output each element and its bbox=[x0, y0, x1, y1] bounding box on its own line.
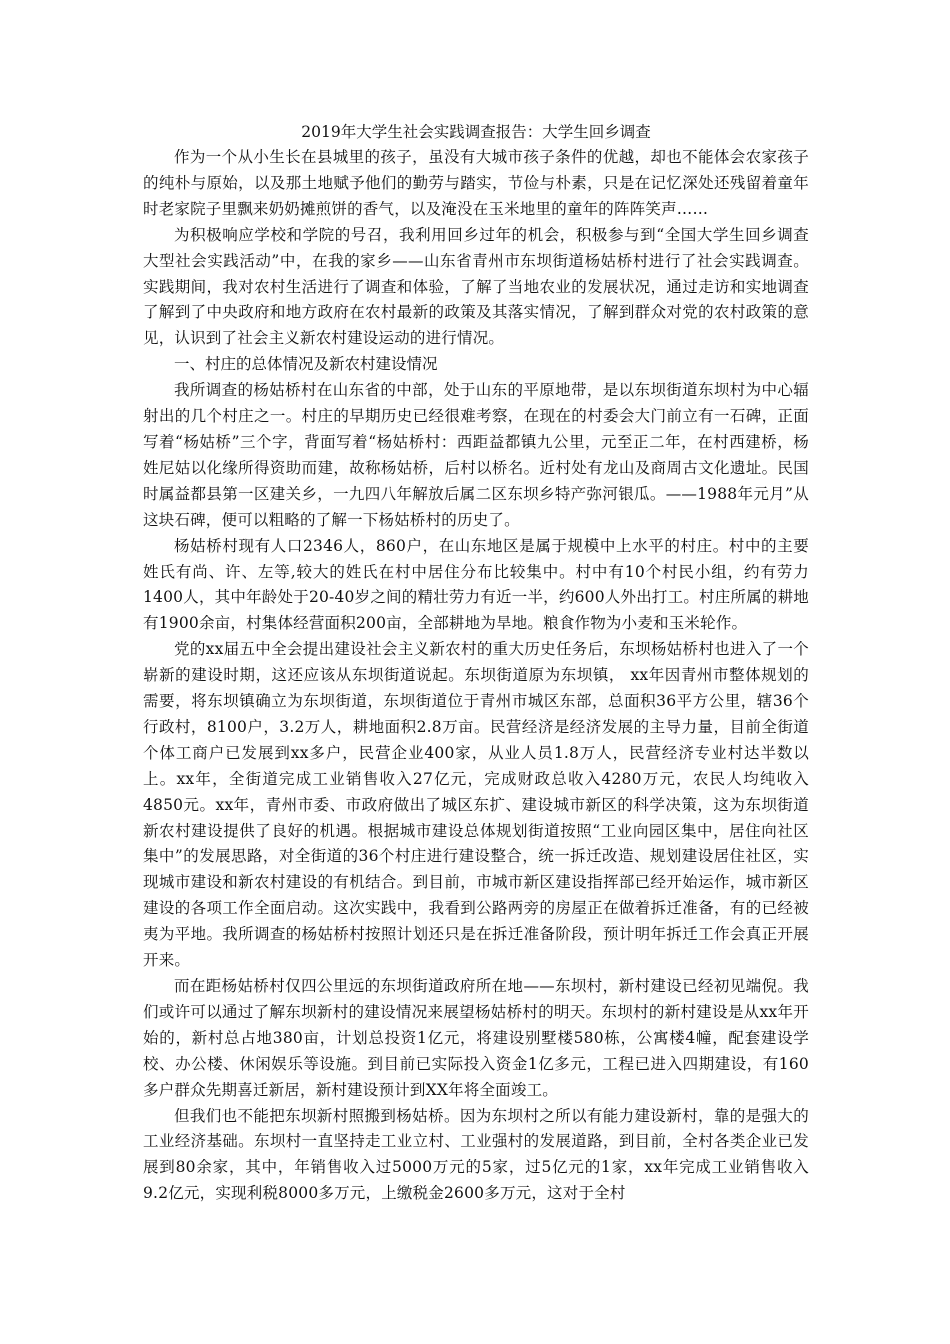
paragraph-intro: 作为一个从小生长在县城里的孩子，虽没有大城市孩子条件的优越，却也不能体会农家孩子的纯朴与原始，以及那土地赋予他们的勤劳与踏实，节俭与朴素，只是在记忆深处还残留着童年时老家院子里飘来奶奶摊煎饼的香气，以及淹没在玉米地里的童年的阵阵笑声…… bbox=[143, 148, 809, 218]
paragraph-village-history: 我所调查的杨姑桥村在山东省的中部，处于山东的平原地带，是以东坝街道东坝村为中心辐射出的几个村庄之一。村庄的早期历史已经很难考察，在现在的村委会大门前立有一石碑，正面写着“杨姑桥”三个字，背面写着“杨姑桥村：西距益都镇九公里，元至正二年，在村西建桥，杨姓尼姑以化缘所得资助而建，故称杨姑桥，后村以桥名。近村处有龙山及商周古文化遗址。民国时属益都县第一区建关乡，一九四八年解放后属二区东坝乡特产弥河银瓜。——1988年元月”从这块石碑，便可以粗略的了解一下杨姑桥村的历史了。 bbox=[143, 381, 809, 529]
paragraph-industry-base: 但我们也不能把东坝新村照搬到杨姑桥。因为东坝村之所以有能力建设新村，靠的是强大的工业经济基础。东坝村一直坚持走工业立村、工业强村的发展道路，到目前，全村各类企业已发展到80余家，其中，年销售收入过5000万元的5家，过5亿元的1家，xx年完成工业销售收入9.2亿元，实现利税8000多万元，上缴税金2600多万元，这对于全村 bbox=[143, 1106, 809, 1203]
document-page bbox=[143, 120, 809, 1207]
document-title: 2019年大学生社会实践调查报告：大学生回乡调查 bbox=[301, 123, 651, 141]
paragraph-new-countryside: 党的xx届五中全会提出建设社会主义新农村的重大历史任务后，东坝杨姑桥村也进入了一个崭新的建设时期，这还应该从东坝街道说起。东坝街道原为东坝镇， xx年因青州市整体规划的需要，将东坝镇确立为东坝街道，东坝街道位于青州市城区东部，总面积36平方公里，辖36个行政村，8100户，3.2万人，耕地面积2.8万亩。民营经济是经济发展的主导力量，目前全街道个体工商户已发展到xx多户，民营企业400家，从业人员1.8万人，民营经济专业村达半数以上。xx年，全街道完成工业销售收入27亿元，完成财政总收入4280万元，农民人均纯收入4850元。xx年，青州市委、市政府做出了城区东扩、建设城市新区的科学决策，这为东坝街道新农村建设提供了良好的机遇。根据城市建设总体规划街道按照“工业向园区集中，居住向社区集中”的发展思路，对全街道的36个村庄进行建设整合，统一拆迁改造、规划建设居住社区，实现城市建设和新农村建设的有机结合。到目前，市城市新区建设指挥部已经开始运作，城市新区建设的各项工作全面启动。这次实践中，我看到公路两旁的房屋正在做着拆迁准备，有的已经被夷为平地。我所调查的杨姑桥村按照计划还只是在拆迁准备阶段，预计明年拆迁工作会真正开展开来。 bbox=[143, 640, 809, 970]
paragraph-purpose: 为积极响应学校和学院的号召，我利用回乡过年的机会，积极参与到“全国大学生回乡调查大型社会实践活动”中，在我的家乡——山东省青州市东坝街道杨姑桥村进行了社会实践调查。实践期间，我对农村生活进行了调查和体验，了解了当地农业的发展状况，通过走访和实地调查了解到了中央政府和地方政府在农村最新的政策及其落实情况，了解到群众对党的农村政策的意见，认识到了社会主义新农村建设运动的进行情况。 bbox=[143, 225, 809, 348]
paragraph-village-population: 杨姑桥村现有人口2346人，860户，在山东地区是属于规模中上水平的村庄。村中的主要姓氏有尚、许、左等,较大的姓氏在村中居住分布比较集中。村中有10个村民小组，约有劳力1400人，其中年龄处于20-40岁之间的精壮劳力有近一半，约600人外出打工。村庄所属的耕地有1900余亩，村集体经营面积200亩，全部耕地为旱地。粮食作物为小麦和玉米轮作。 bbox=[143, 536, 809, 633]
paragraph-dongba-village: 而在距杨姑桥村仅四公里远的东坝街道政府所在地——东坝村，新村建设已经初见端倪。我们或许可以通过了解东坝新村的建设情况来展望杨姑桥村的明天。东坝村的新村建设是从xx年开始的，新村总占地380亩，计划总投资1亿元，将建设别墅楼580栋，公寓楼4幢，配套建设学校、办公楼、休闲娱乐等设施。到目前已实际投入资金1亿多元，工程已进入四期建设，有160多户群众先期喜迁新居，新村建设预计到XX年将全面竣工。 bbox=[143, 977, 809, 1099]
section-heading: 一、村庄的总体情况及新农村建设情况 bbox=[174, 355, 438, 374]
